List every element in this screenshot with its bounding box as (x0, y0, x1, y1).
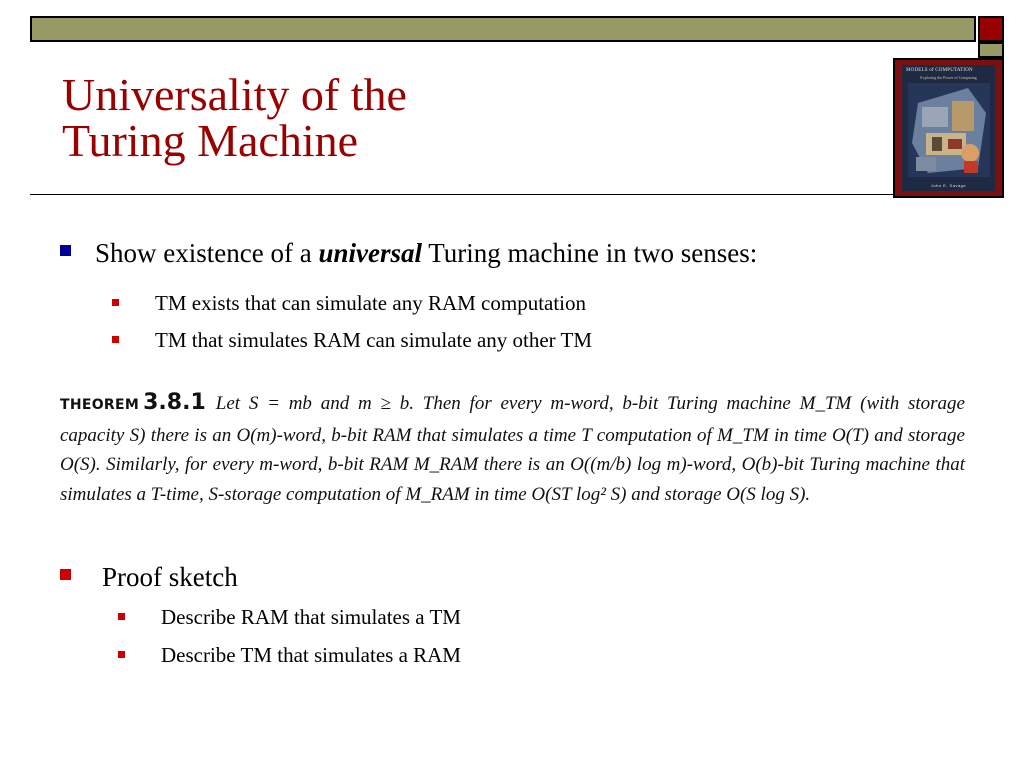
theorem-number: 3.8.1 (143, 390, 206, 415)
title-divider (30, 194, 894, 195)
sub-bullet-text: Describe RAM that simulates a TM (161, 605, 461, 629)
sub-bullet-text: TM that simulates RAM can simulate any other TM (155, 328, 593, 352)
slide-title-line-1: Universality of the (62, 69, 407, 120)
sub-bullet-text: TM exists that can simulate any RAM computation (155, 291, 587, 315)
sub-bullet-text: Describe TM that simulates a RAM (161, 643, 461, 667)
bullet-text (95, 238, 757, 268)
slide-title-line-2: Turing Machine (62, 115, 359, 166)
top-decorative-bar (30, 16, 976, 42)
slide-title (62, 69, 407, 166)
bullet-text-part: Turing machine in two senses: (421, 238, 758, 268)
corner-square-red (978, 16, 1004, 42)
small-square-bullet-icon (118, 651, 125, 658)
book-cover-title: MODELS of COMPUTATION (906, 68, 973, 73)
book-cover-panel (902, 65, 995, 191)
book-cover-image (893, 58, 1004, 198)
theorem-3-8-1 (60, 388, 965, 509)
bullet-text-part: Show existence of a (95, 238, 319, 268)
book-cover-illustration (908, 83, 990, 177)
book-cover-subtitle: Exploring the Power of Computing (920, 75, 977, 80)
theorem-label: THEOREM (60, 397, 140, 413)
corner-square-olive (978, 42, 1004, 58)
small-square-bullet-icon (118, 613, 125, 620)
small-square-bullet-icon (112, 336, 119, 343)
theorem-body: Let S = mb and m ≥ b. Then for every m-word, b-bit Turing machine M_TM (with storage capacity S) there is an O(m)-word, b-bit RAM that simulates a time T computation of M_TM in time O(T) and storage O(S). Similarly, for every m-word, b-bit RAM M_RAM there is an O((m/b) log m)-word, O(b)-bit Turing machine that simulates a T-time, S-storage computation of M_RAM in time O(ST log² S) and storage O(S log S). (60, 393, 965, 505)
small-square-bullet-icon (112, 299, 119, 306)
square-bullet-icon (60, 569, 71, 580)
bullet-text: Proof sketch (102, 562, 238, 592)
bullet-emphasis: universal (318, 238, 422, 268)
book-cover-author: John E. Savage (930, 183, 967, 188)
square-bullet-icon (60, 245, 71, 256)
